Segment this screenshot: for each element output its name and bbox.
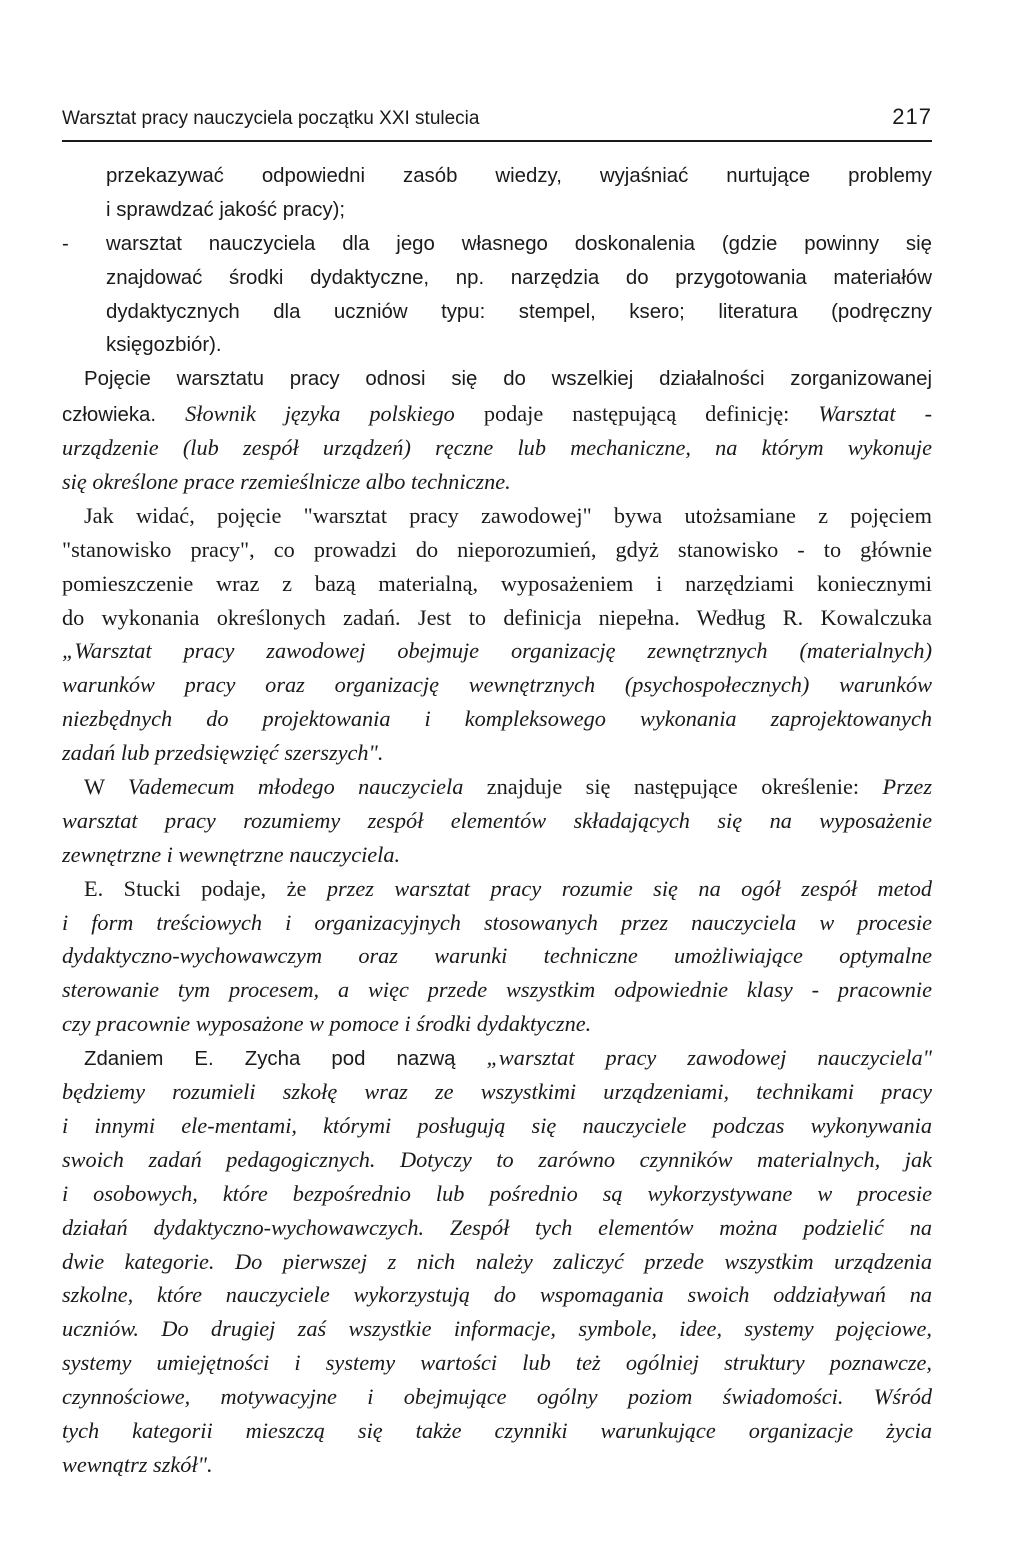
text-line: pomieszczenie wraz z bazą materialną, wyposażeniem i narzędziami koniecznymi [62, 570, 932, 596]
text-line [62, 465, 932, 499]
text-line [62, 804, 932, 838]
text-line [62, 1312, 932, 1346]
text-segment: Zdaniem E. Zycha pod nazwą [84, 1048, 487, 1071]
text-segment-italic: uczniów. Do drugiej zaś wszystkie informacje, symbole, idee, systemy pojęciowe, [62, 1316, 932, 1342]
text-line-mixed [62, 770, 932, 804]
header-rule [62, 140, 932, 142]
text-segment: człowieka. [62, 404, 186, 427]
text-segment-italic: zewnętrzne i wewnętrzne nauczyciela. [62, 841, 401, 867]
text-line [62, 1278, 932, 1312]
text-line-mixed [62, 397, 932, 431]
text-line: dydaktycznych dla uczniów typu: stempel, ksero; literatura (podręczny [106, 300, 932, 323]
text-segment-italic: i osobowych, które bezpośrednio lub pośrednio są wykorzystywane w procesie [62, 1180, 932, 1206]
text-segment: znajduje się następujące określenie: [463, 774, 883, 800]
text-line [62, 1075, 932, 1109]
text-line [62, 668, 932, 702]
text-line [62, 1143, 932, 1177]
text-segment-italic: sterowanie tym procesem, a więc przede wszystkim odpowiednie klasy - pracownie [62, 977, 932, 1003]
text-segment-italic: i innymi ele-mentami, którymi posługują się nauczyciele podczas wykonywania [62, 1112, 932, 1138]
text-line [62, 702, 932, 736]
list-item [62, 228, 932, 262]
text-segment: E. Stucki podaje, że [84, 875, 327, 901]
text-segment-italic: działań dydaktyczno-wychowawczych. Zespół tych elementów można podzielić na [62, 1214, 932, 1240]
text-line [62, 1346, 932, 1380]
text-line: Pojęcie warsztatu pracy odnosi się do wszelkiej działalności zorganizowanej [84, 368, 932, 391]
text-line [62, 1448, 932, 1482]
text-segment-italic: szkolne, które nauczyciele wykorzystują do wspomagania swoich oddziaływań na [62, 1282, 932, 1308]
text-segment-italic: przez warsztat pracy rozumie się na ogół zespół metod [326, 875, 932, 901]
text-line-mixed [62, 872, 932, 906]
text-segment-italic: urządzenie (lub zespół urządzeń) ręczne lub mechaniczne, na którym wykonuje [62, 435, 932, 461]
text-segment-italic: Słownik języka polskiego [185, 401, 455, 427]
text-segment-italic: się określone prace rzemieślnicze albo techniczne. [62, 469, 511, 495]
text-line [62, 634, 932, 668]
text-line [62, 973, 932, 1007]
text-line [62, 838, 932, 872]
text-line [62, 1414, 932, 1448]
text-segment-italic: czy pracownie wyposażone w pomoce i środki dydaktyczne. [62, 1011, 592, 1037]
text-segment-italic: swoich zadań pedagogicznych. Dotyczy to zarówno czynników materialnych, jak [62, 1146, 932, 1172]
running-title: Warsztat pracy nauczyciela początku XXI stulecia [62, 108, 480, 129]
text-line-mixed [62, 1041, 932, 1075]
text-segment-italic: warunków pracy oraz organizację wewnętrznych (psychospołecznych) warunków [62, 672, 932, 698]
text-line: "stanowisko pracy", co prowadzi do nieporozumień, gdyż stanowisko - to głównie [62, 536, 932, 562]
text-segment-italic: wewnątrz szkół". [62, 1451, 213, 1477]
text-segment-italic: Przez [882, 774, 932, 800]
text-segment-italic: i form treściowych i organizacyjnych stosowanych przez nauczyciela w procesie [62, 909, 932, 935]
text-line: znajdować środki dydaktyczne, np. narzędzia do przygotowania materiałów [106, 266, 932, 289]
text-line [62, 1007, 932, 1041]
text-segment: podaje następującą definicję: [454, 401, 819, 427]
text-line: Jak widać, pojęcie "warsztat pracy zawodowej" bywa utożsamiane z pojęciem [84, 502, 932, 528]
text-line: księgozbiór). [106, 334, 222, 357]
text-line: warsztat nauczyciela dla jego własnego doskonalenia (gdzie powinny się [106, 232, 932, 255]
text-line [62, 1177, 932, 1211]
text-line [62, 1380, 932, 1414]
body-text [62, 160, 932, 1482]
text-segment-italic: czynnościowe, motywacyjne i obejmujące ogólny poziom świadomości. Wśród [62, 1384, 932, 1410]
text-segment-italic: zadań lub przedsięwzięć szerszych". [62, 740, 384, 766]
text-line: i sprawdzać jakość pracy); [106, 198, 346, 221]
text-line: przekazywać odpowiedni zasób wiedzy, wyjaśniać nurtujące problemy [106, 165, 932, 187]
list-bullet: - [62, 232, 69, 255]
text-segment-italic: Warsztat - [818, 401, 932, 427]
text-segment-italic: „warsztat pracy zawodowej nauczyciela" [486, 1045, 932, 1071]
text-line: do wykonania określonych zadań. Jest to definicja niepełna. Według R. Kowalczuka [62, 604, 932, 630]
text-segment-italic: niezbędnych do projektowania i kompleksowego wykonania zaprojektowanych [62, 706, 932, 732]
text-segment-italic: dydaktyczno-wychowawczym oraz warunki techniczne umożliwiające optymalne [62, 943, 932, 969]
text-segment: W [84, 774, 129, 800]
text-line [62, 906, 932, 940]
text-segment-italic: dwie kategorie. Do pierwszej z nich należy zaliczyć przede wszystkim urządzenia [62, 1248, 932, 1274]
text-line [62, 1211, 932, 1245]
text-line [62, 431, 932, 465]
running-header [62, 104, 932, 130]
text-segment-italic: „Warsztat pracy zawodowej obejmuje organizację zewnętrznych (materialnych) [62, 638, 932, 664]
text-segment-italic: będziemy rozumieli szkołę wraz ze wszystkimi urządzeniami, technikami pracy [62, 1079, 932, 1105]
text-line [62, 939, 932, 973]
text-line [62, 736, 932, 770]
text-segment-italic: systemy umiejętności i systemy wartości lub też ogólniej struktury poznawcze, [62, 1350, 932, 1376]
page-number: 217 [892, 104, 932, 129]
text-segment-italic: warsztat pracy rozumiemy zespół elementów składających się na wyposażenie [62, 807, 932, 833]
text-line [62, 1245, 932, 1279]
text-segment-italic: tych kategorii mieszczą się także czynniki warunkujące organizacje życia [62, 1417, 932, 1443]
text-line [62, 1109, 932, 1143]
text-segment-italic: Vademecum młodego nauczyciela [128, 774, 464, 800]
